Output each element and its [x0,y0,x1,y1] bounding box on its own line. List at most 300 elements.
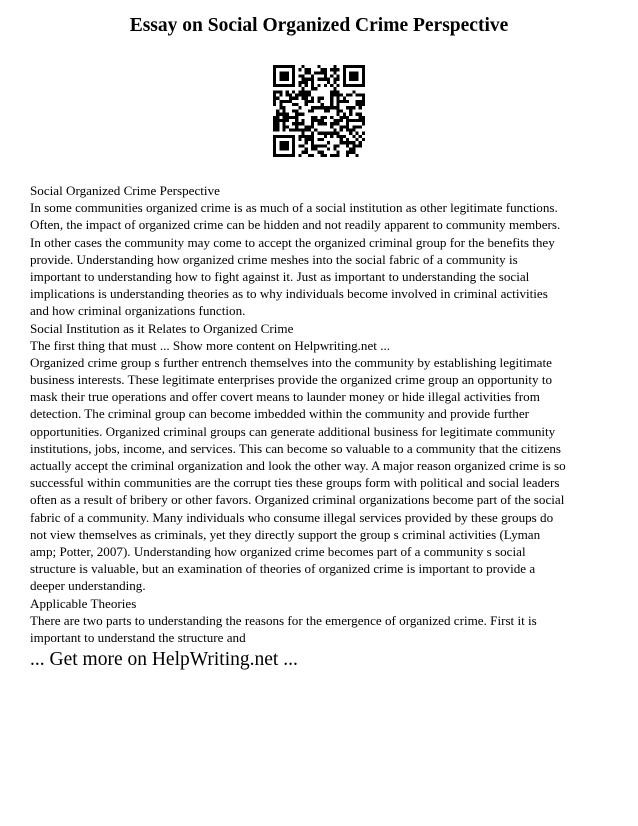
qr-module [330,154,333,157]
qr-module [283,122,286,125]
qr-module [314,128,317,131]
qr-module [273,154,276,157]
qr-module [317,78,320,81]
qr-module [355,94,358,97]
qr-module [321,122,324,125]
qr-module [346,94,349,97]
qr-module [346,84,349,87]
qr-module [362,119,365,122]
qr-module [302,135,305,138]
qr-module [292,147,295,150]
qr-module [349,113,352,116]
qr-module [276,84,279,87]
qr-module [276,119,279,122]
qr-module [302,78,305,81]
qr-module [298,81,301,84]
qr-module [330,90,333,93]
qr-module [276,65,279,68]
qr-module [298,138,301,141]
qr-module [279,75,282,78]
qr-module [308,135,311,138]
qr-module [343,84,346,87]
paragraph-line: There are two parts to understanding the reasons for the emergence of organized crime. First it is [30,612,537,628]
paragraph-line: important to understanding how to fight against it. Just as important to understanding the social [30,268,530,284]
qr-module [279,84,282,87]
qr-module [333,106,336,109]
qr-module [286,154,289,157]
qr-module [355,78,358,81]
qr-module [283,71,286,74]
qr-module [302,113,305,116]
qr-module [317,119,320,122]
qr-module [314,147,317,150]
qr-module [321,103,324,106]
qr-module [343,116,346,119]
qr-module [279,113,282,116]
qr-module [362,78,365,81]
qr-module [336,113,339,116]
qr-module [295,109,298,112]
qr-module [295,122,298,125]
page-title: Essay on Social Organized Crime Perspective [129,15,509,36]
qr-module [283,109,286,112]
qr-module [273,68,276,71]
qr-module [355,103,358,106]
qr-module [340,119,343,122]
qr-module [308,109,311,112]
qr-module [292,90,295,93]
qr-module [273,144,276,147]
get-more-link[interactable]: ... Get more on HelpWriting.net ... [30,649,298,670]
paragraph-line: actually accept the criminal organization and look the other way. A major reason organized crime is so [30,458,566,473]
qr-module [273,90,276,93]
qr-module [292,103,295,106]
qr-module [333,119,336,122]
qr-module [286,75,289,78]
qr-module [317,122,320,125]
qr-module [327,141,330,144]
qr-module [311,78,314,81]
qr-module [340,138,343,141]
qr-module [298,84,301,87]
qr-module [355,100,358,103]
qr-module [276,122,279,125]
qr-module [343,135,346,138]
qr-module [352,75,355,78]
qr-module [298,122,301,125]
qr-module [292,71,295,74]
qr-module [286,135,289,138]
paragraph-line: often as a result of bribery or other favors. Organized criminal organizations become part of the social [30,492,565,508]
qr-module [336,68,339,71]
qr-module [321,116,324,119]
qr-module [333,90,336,93]
qr-module [305,81,308,84]
qr-module [292,128,295,131]
paragraph-line: successful within communities are the corrupt ties these groups form with political and social leaders [30,475,560,491]
qr-module [311,135,314,138]
qr-module [283,116,286,119]
qr-module [324,135,327,138]
qr-module [308,100,311,103]
qr-module [273,147,276,150]
qr-module [302,75,305,78]
qr-module [362,132,365,135]
qr-module [273,116,276,119]
qr-module [308,90,311,93]
qr-module [279,100,282,103]
qr-module [346,128,349,131]
qr-module [283,144,286,147]
qr-module [286,144,289,147]
qr-module [276,128,279,131]
qr-module [349,132,352,135]
qr-module [305,78,308,81]
qr-module [311,87,314,90]
qr-module [352,128,355,131]
qr-module [336,94,339,97]
qr-module [311,119,314,122]
qr-module [359,106,362,109]
qr-module [340,109,343,112]
qr-module [292,135,295,138]
qr-module [333,128,336,131]
qr-module [321,106,324,109]
qr-module [343,113,346,116]
qr-module [349,84,352,87]
qr-module [283,65,286,68]
qr-module [305,94,308,97]
qr-module [279,78,282,81]
qr-module [305,68,308,71]
qr-module [333,87,336,90]
qr-module [333,94,336,97]
qr-module [283,119,286,122]
paragraph-line: opportunities. Organized criminal groups can generate additional business for legitimate community [30,423,556,439]
qr-module [330,97,333,100]
qr-module [349,106,352,109]
qr-module [311,144,314,147]
qr-module [292,154,295,157]
qr-module [279,94,282,97]
qr-module [330,103,333,106]
paragraph-line: fabric of a community. Many individuals who consume illegal services provided by these groups do [30,509,554,525]
qr-module [302,128,305,131]
qr-module [283,135,286,138]
qr-module [355,119,358,122]
qr-module [283,106,286,109]
qr-code-icon [273,65,365,157]
qr-module [311,132,314,135]
qr-module [330,135,333,138]
qr-module [308,125,311,128]
qr-module [311,81,314,84]
qr-module [336,122,339,125]
qr-module [286,119,289,122]
qr-module [311,154,314,157]
qr-module [330,75,333,78]
qr-module [292,151,295,154]
qr-module [333,65,336,68]
qr-module [362,138,365,141]
qr-module [289,135,292,138]
qr-module [352,147,355,150]
qr-module [292,141,295,144]
qr-module [355,138,358,141]
qr-module [343,81,346,84]
qr-module [273,135,276,138]
qr-module [330,116,333,119]
qr-module [324,71,327,74]
qr-module [321,68,324,71]
qr-module [317,71,320,74]
qr-module [340,116,343,119]
qr-module [359,84,362,87]
qr-module [349,78,352,81]
qr-module [324,154,327,157]
qr-module [330,68,333,71]
qr-module [359,94,362,97]
qr-module [295,113,298,116]
qr-module [283,154,286,157]
qr-module [346,144,349,147]
qr-module [311,125,314,128]
qr-module [289,100,292,103]
qr-module [305,141,308,144]
qr-module [311,84,314,87]
qr-module [286,113,289,116]
qr-module [276,154,279,157]
qr-module [314,144,317,147]
qr-module [324,84,327,87]
qr-module [298,135,301,138]
qr-module [283,141,286,144]
qr-module [298,94,301,97]
qr-module [336,132,339,135]
qr-module [308,68,311,71]
qr-module [352,144,355,147]
qr-module [283,125,286,128]
qr-module [305,97,308,100]
qr-module [311,106,314,109]
qr-module [333,132,336,135]
qr-module [362,65,365,68]
show-more-line[interactable]: The first thing that must ... Show more content on Helpwriting.net ... [30,337,391,353]
qr-module [330,122,333,125]
qr-module [292,116,295,119]
qr-module [340,100,343,103]
qr-module [276,90,279,93]
qr-module [359,135,362,138]
qr-module [279,119,282,122]
qr-module [362,103,365,106]
qr-module [343,100,346,103]
essay-body [30,182,620,646]
qr-module [289,154,292,157]
qr-module [317,100,320,103]
qr-module [349,141,352,144]
qr-module [317,138,320,141]
qr-module [276,97,279,100]
qr-module [346,100,349,103]
qr-module [343,68,346,71]
qr-module [346,119,349,122]
qr-module [355,84,358,87]
qr-module [302,90,305,93]
qr-module [286,84,289,87]
qr-module [343,71,346,74]
qr-module [346,141,349,144]
qr-module [349,119,352,122]
qr-module [276,125,279,128]
qr-module [279,135,282,138]
qr-module [317,97,320,100]
paragraph-line: not view themselves as criminals, yet they directly support the group s criminal activities (Lyman [30,526,541,542]
qr-module [352,71,355,74]
qr-module [336,100,339,103]
qr-module [346,106,349,109]
qr-module [362,122,365,125]
qr-module [302,81,305,84]
qr-module [305,151,308,154]
qr-module [302,65,305,68]
qr-module [273,138,276,141]
qr-module [292,68,295,71]
paragraph-line: important to understand the structure and [30,629,246,645]
qr-module [324,116,327,119]
qr-module [305,90,308,93]
qr-module [327,81,330,84]
qr-module [317,106,320,109]
qr-module [298,113,301,116]
qr-module [336,75,339,78]
qr-module [324,75,327,78]
qr-module [295,125,298,128]
qr-module [336,135,339,138]
qr-module [283,78,286,81]
qr-module [336,154,339,157]
qr-module [273,84,276,87]
qr-module [346,122,349,125]
paragraph-line: business interests. These legitimate enterprises provide the organized crime group an opportunity to [30,372,553,388]
qr-module [327,109,330,112]
qr-module [352,141,355,144]
qr-module [273,119,276,122]
qr-module [302,122,305,125]
qr-module [314,87,317,90]
qr-module [343,78,346,81]
qr-module [349,65,352,68]
qr-module [352,151,355,154]
qr-module [359,144,362,147]
qr-module [298,144,301,147]
qr-module [295,103,298,106]
qr-module [333,71,336,74]
qr-module [273,151,276,154]
qr-module [305,138,308,141]
qr-module [279,147,282,150]
qr-module [279,144,282,147]
section-heading: Social Institution as it Relates to Organized Crime [30,320,294,336]
qr-module [336,119,339,122]
qr-module [336,106,339,109]
qr-module [359,103,362,106]
qr-module [305,125,308,128]
qr-module [305,71,308,74]
qr-module [311,97,314,100]
qr-module [362,81,365,84]
qr-module [343,65,346,68]
qr-module [317,144,320,147]
qr-module [330,106,333,109]
qr-module [349,94,352,97]
qr-module [311,147,314,150]
qr-module [311,75,314,78]
qr-module [355,75,358,78]
qr-module [279,71,282,74]
qr-module [311,109,314,112]
qr-module [311,141,314,144]
paragraph-line: detection. The criminal group can become imbedded within the community and provide further [30,406,529,422]
qr-module [273,125,276,128]
qr-module [286,116,289,119]
qr-module [362,75,365,78]
qr-module [333,147,336,150]
qr-module [362,100,365,103]
qr-module [340,141,343,144]
qr-module [286,65,289,68]
qr-module [330,132,333,135]
qr-module [346,151,349,154]
qr-module [362,94,365,97]
qr-module [352,90,355,93]
qr-module [311,116,314,119]
qr-module [343,97,346,100]
qr-module [273,141,276,144]
qr-module [308,128,311,131]
qr-module [343,125,346,128]
qr-module [286,125,289,128]
qr-module [324,132,327,135]
qr-module [330,94,333,97]
qr-module [298,75,301,78]
qr-module [302,144,305,147]
qr-module [349,147,352,150]
qr-module [362,97,365,100]
paragraph-line: mask their true operations and offer covert means to launder money or hide illegal activities from [30,389,540,405]
qr-module [305,100,308,103]
qr-module [302,132,305,135]
paragraph-line: institutions, jobs, income, and services. This can become so valuable to a community that the citizens [30,440,562,456]
qr-module [292,97,295,100]
qr-module [362,68,365,71]
qr-module [286,90,289,93]
qr-module [298,68,301,71]
section-heading: Applicable Theories [30,595,137,611]
qr-module [298,128,301,131]
qr-module [311,138,314,141]
qr-module [333,81,336,84]
qr-module [324,122,327,125]
qr-module [289,116,292,119]
paragraph-line: and how criminal organizations function. [30,303,246,319]
qr-module [308,78,311,81]
qr-module [305,128,308,131]
qr-module [321,119,324,122]
qr-module [298,106,301,109]
section-heading: Social Organized Crime Perspective [30,183,220,198]
qr-module [343,75,346,78]
